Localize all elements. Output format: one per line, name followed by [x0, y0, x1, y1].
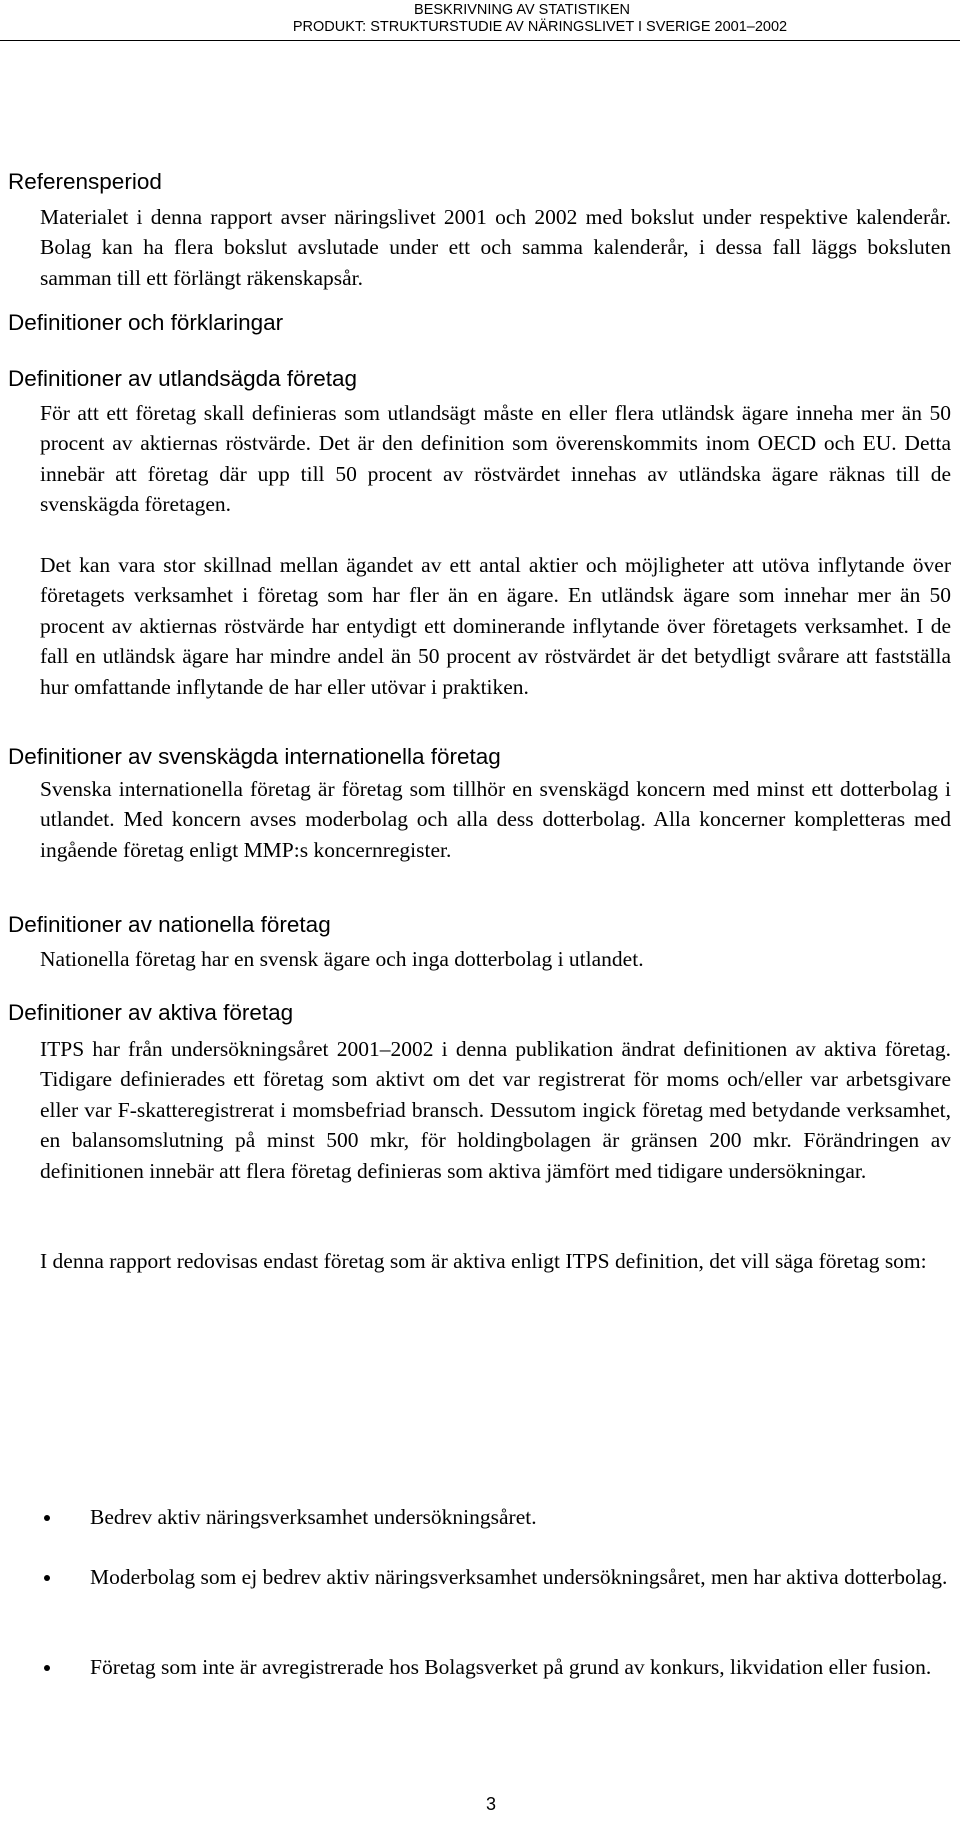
bullet-icon — [44, 1515, 50, 1521]
list-item-text: Moderbolag som ej bedrev aktiv näringsverksamhet undersökningsåret, men har aktiva dotterbolag. — [90, 1565, 948, 1589]
heading-referensperiod: Referensperiod — [8, 169, 162, 194]
paragraph-nationella: Nationella företag har en svensk ägare och inga dotterbolag i utlandet. — [40, 947, 644, 971]
page-number — [0, 1794, 960, 1815]
heading-definitioner: Definitioner och förklaringar — [8, 310, 284, 335]
bullet-icon — [44, 1575, 50, 1581]
paragraph-referensperiod: Materialet i denna rapport avser näringslivet 2001 och 2002 med bokslut under respektive kalenderår. Bolag kan ha flera bokslut avslutade under ett och samma kalenderår, i dessa fall läggs boksluten samman till ett förlängt räkenskapsår. — [40, 205, 951, 290]
heading-utlandsagda: Definitioner av utlandsägda företag — [8, 366, 357, 391]
heading-svenskagda: Definitioner av svenskägda internationella företag — [8, 744, 501, 769]
paragraph-utlandsagda-2: Det kan vara stor skillnad mellan ägandet av ett antal aktier och möjligheter att utöva inflytande över företagets verksamhet i företag som har fler än en ägare. En utländsk ägare som innehar mer än 50 procent av aktiernas röstvärde har entydigt ett dominerande inflytande över företagets verksamhet. I de fall en utländsk ägare har mindre andel än 50 procent av röstvärdet är det betydligt svårare att fastställa hur omfattande inflytande de har eller utövar i praktiken. — [40, 553, 951, 699]
bullet-icon — [44, 1665, 50, 1671]
header-line-1: BESKRIVNING AV STATISTIKEN — [414, 2, 630, 18]
list-item-text: Bedrev aktiv näringsverksamhet undersökningsåret. — [90, 1505, 537, 1529]
heading-aktiva: Definitioner av aktiva företag — [8, 1000, 294, 1025]
paragraph-aktiva-1: ITPS har från undersökningsåret 2001–2002 i denna publikation ändrat definitionen av aktiva företag. Tidigare definierades ett företag som aktivt om det var registrerat för moms och/eller var arbetsgivare eller var F-skatteregistrerat i momsbefriad bransch. Dessutom ingick företag med betydande verksamhet, en balansomslutning på minst 500 mkr, för holdingbolagen är gränsen 200 mkr. Förändringen av definitionen innebär att flera företag definieras som aktiva jämfört med tidigare undersökningar. — [40, 1037, 951, 1183]
paragraph-svenskagda: Svenska internationella företag är företag som tillhör en svenskägd koncern med minst ett dotterbolag i utlandet. Med koncern avses moderbolag och alla dess dotterbolag. Alla koncerner kompletteras med ingående företag enligt MMP:s koncernregister. — [40, 777, 951, 862]
header-rule — [0, 40, 960, 41]
page-header — [0, 2, 952, 36]
page-number-text: 3 — [485, 1794, 496, 1814]
header-line-2: PRODUKT: STRUKTURSTUDIE AV NÄRINGSLIVET I SVERIGE 2001–2002 — [292, 19, 788, 35]
paragraph-aktiva-2: I denna rapport redovisas endast företag som är aktiva enligt ITPS definition, det vill säga företag som: — [40, 1249, 927, 1273]
paragraph-utlandsagda-1: För att ett företag skall definieras som utlandsägt måste en eller flera utländsk ägare inneha mer än 50 procent av aktiernas röstvärde. Det är den definition som överenskommits inom OECD och EU. Detta innebär att företag där upp till 50 procent av röstvärdet innehas av utländska ägare räknas till de svenskägda företagen. — [40, 401, 951, 517]
list-item-text: Företag som inte är avregistrerade hos Bolagsverket på grund av konkurs, likvidation eller fusion. — [90, 1655, 932, 1679]
heading-nationella: Definitioner av nationella företag — [8, 912, 331, 937]
